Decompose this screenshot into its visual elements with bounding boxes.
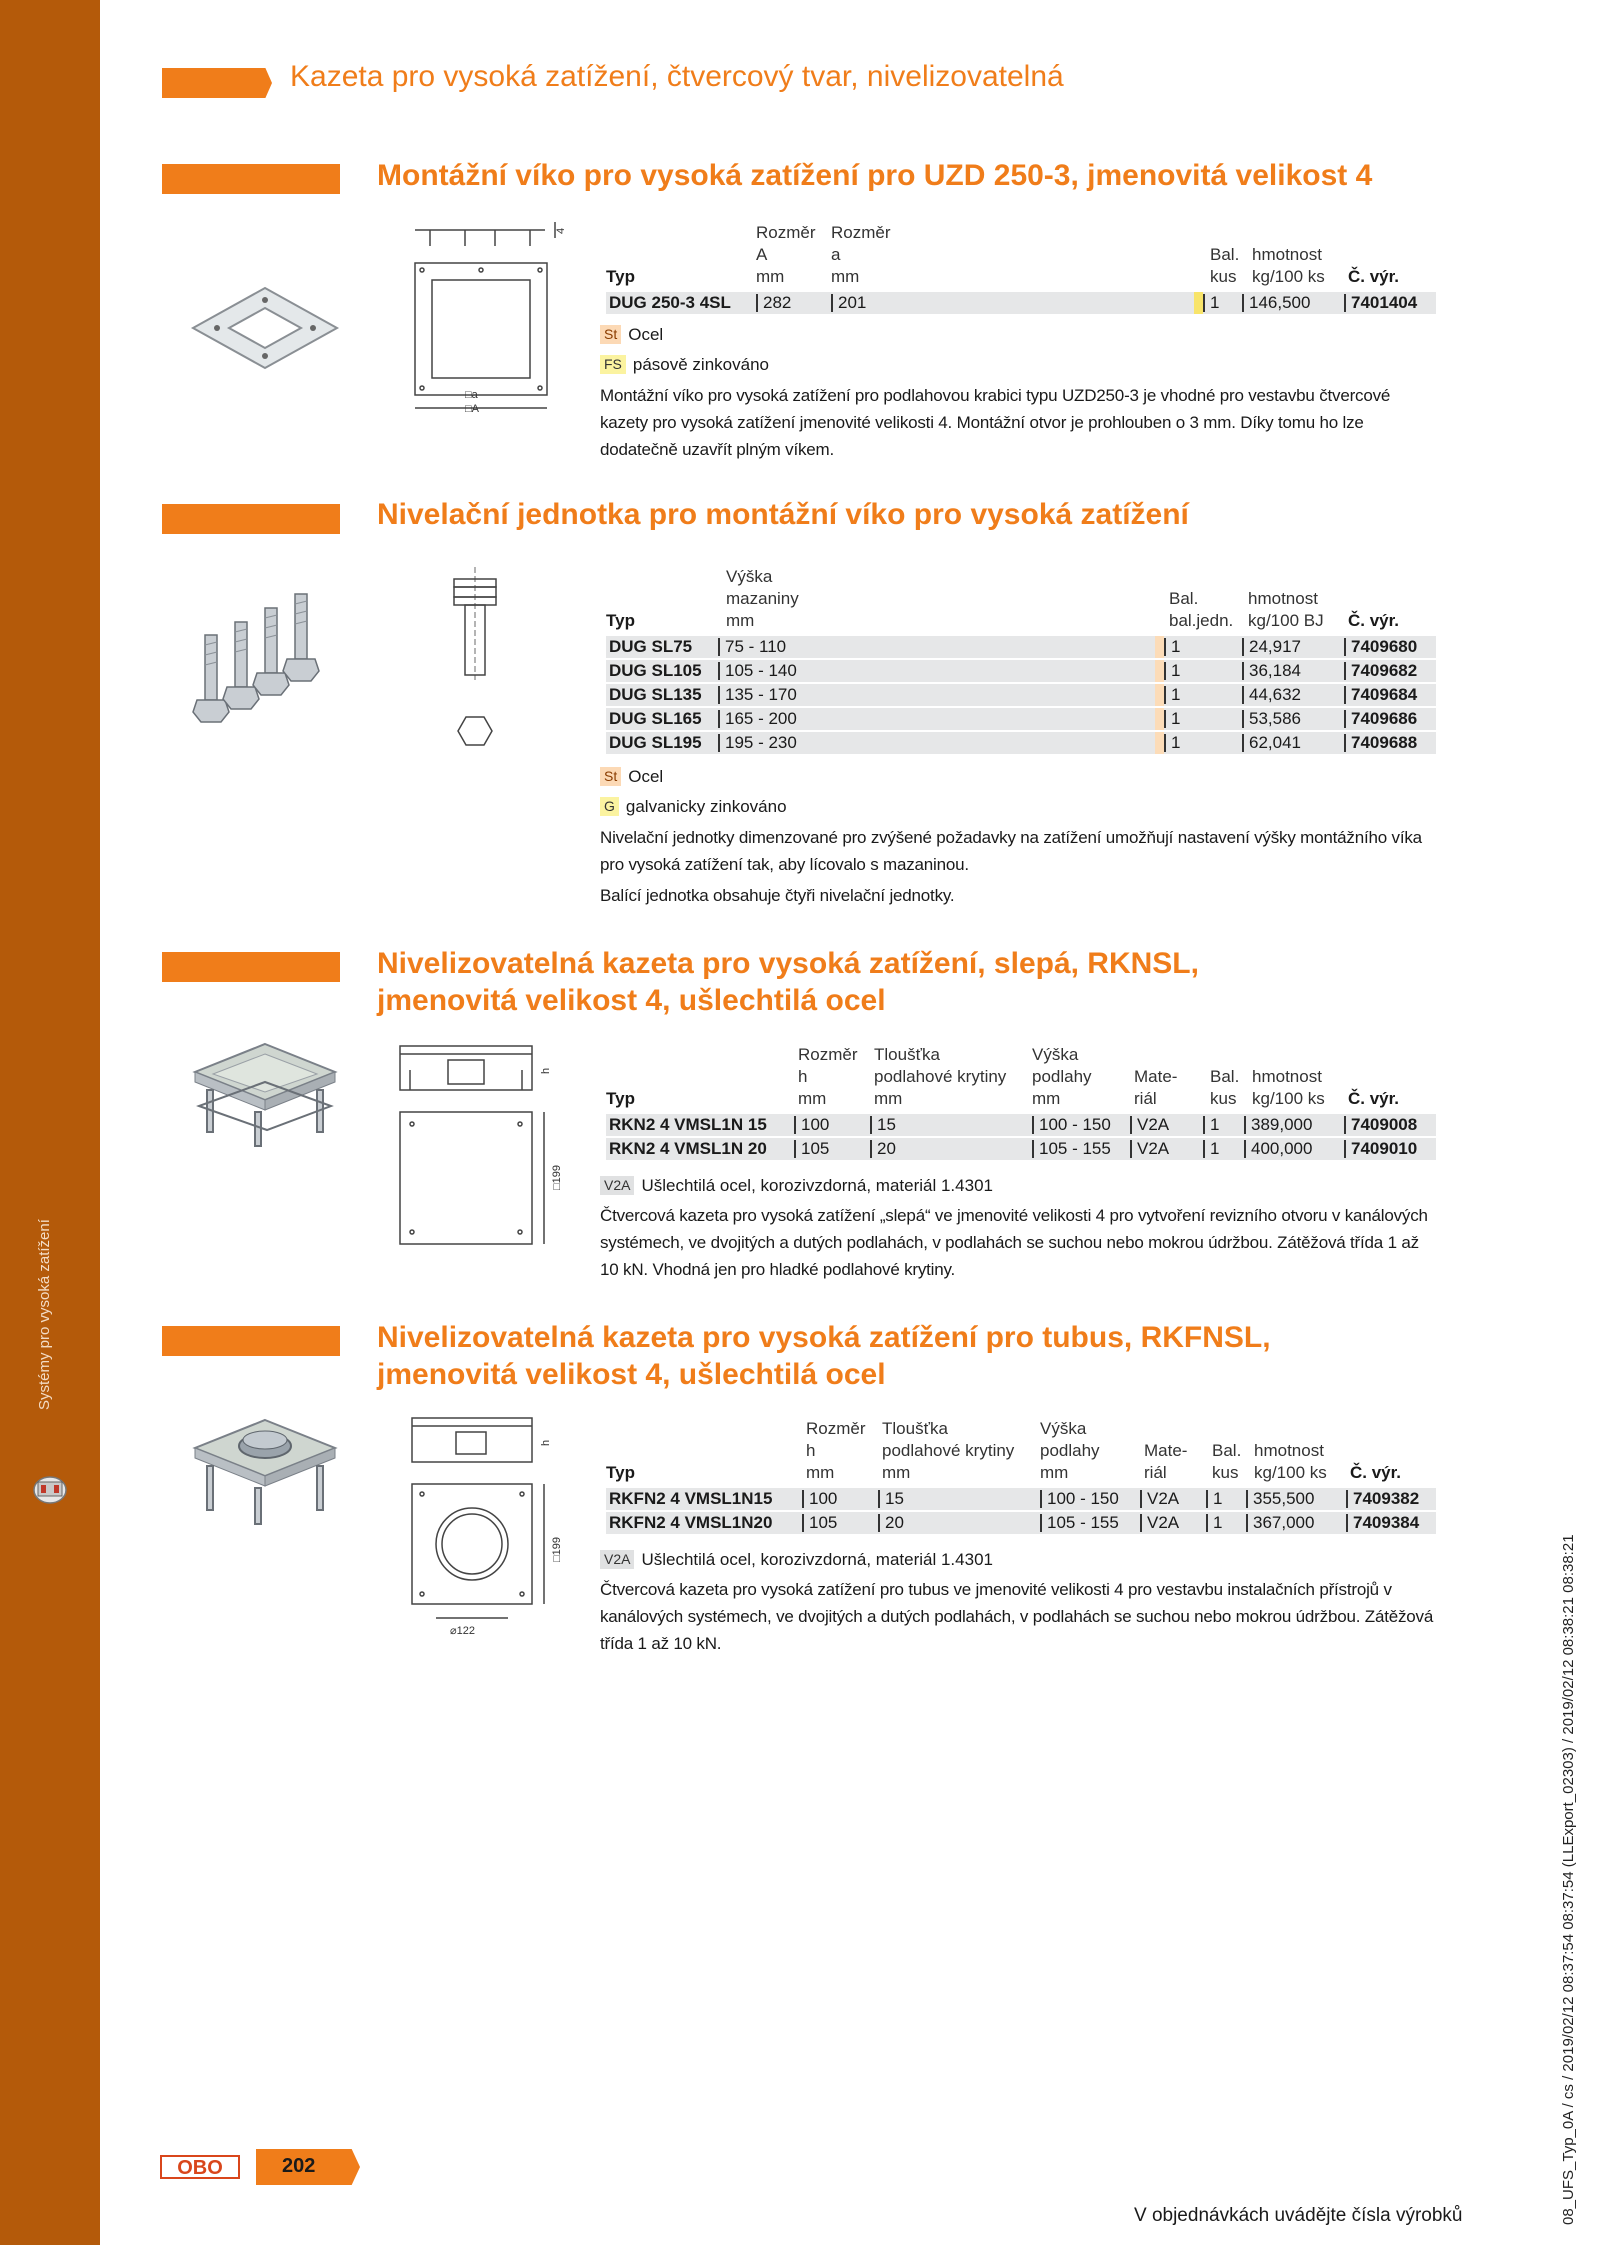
- description-text: Montážní víko pro vysoká zatížení pro podlahovou krabici typu UZD250-3 je vhodné pro vestavbu čtvercové kazety pro vysoká zatížení jmenovité velikosti 4. Montážní otvor je prohlouben o 3 mm. Díky tomu ho lze dodatečně uzavřít plným víkem.: [600, 386, 1391, 459]
- table-row: [606, 636, 1436, 658]
- table-row: [606, 1512, 1436, 1534]
- technical-drawing-bolt: [440, 565, 510, 775]
- cell-type: DUG SL195: [609, 733, 702, 752]
- cell: 146,500: [1242, 292, 1310, 314]
- section-title-line: jmenovitá velikost 4, ušlechtilá ocel: [377, 984, 886, 1017]
- cell: 1: [1164, 636, 1180, 658]
- technical-drawing-cassette: [390, 1040, 570, 1260]
- page-title: Kazeta pro vysoká zatížení, čtvercový tvar, nivelizovatelná: [290, 60, 1064, 93]
- material-text: Ušlechtilá ocel, korozivzdorná, materiál 1.4301: [641, 1550, 993, 1569]
- cell: 389,000: [1244, 1114, 1312, 1136]
- cell: 1: [1203, 1114, 1219, 1136]
- col-header: Výška mazaniny mm: [726, 567, 799, 630]
- cell: 1: [1203, 1138, 1219, 1160]
- cell-type: DUG SL135: [609, 685, 702, 704]
- cell: 367,000: [1246, 1512, 1314, 1534]
- cell-type: DUG SL105: [609, 661, 702, 680]
- product-table: [606, 566, 1436, 756]
- section-bar: [162, 952, 340, 982]
- cell: 201: [831, 292, 866, 314]
- cell: 75 - 110: [718, 636, 786, 658]
- product-table: [606, 1044, 1436, 1164]
- col-header: Č. výr.: [1348, 267, 1400, 286]
- section-bar: [162, 1326, 340, 1356]
- cell: 1: [1206, 1488, 1222, 1510]
- page-number: 202: [282, 2155, 316, 2177]
- material-row: [600, 324, 663, 346]
- technical-drawing-cover: [405, 218, 575, 418]
- col-header: Rozměr h mm: [806, 1419, 866, 1482]
- col-header: Tloušťka podlahové krytiny mm: [882, 1419, 1015, 1482]
- col-header: Bal. kus: [1210, 1067, 1240, 1108]
- footer-note: V objednávkách uvádějte čísla výrobků: [1134, 2205, 1463, 2226]
- cell-article: 7409010: [1344, 1138, 1417, 1160]
- product-photo-tubus-cassette: [185, 1412, 345, 1532]
- material-text: Ušlechtilá ocel, korozivzdorná, materiál 1.4301: [641, 1176, 993, 1195]
- logo-text: OBO: [177, 2157, 223, 2179]
- col-header: Typ: [606, 267, 635, 286]
- cell: 105 - 140: [718, 660, 797, 682]
- cell: 15: [878, 1488, 904, 1510]
- description: [600, 1202, 1440, 1283]
- section-title-line: Nivelizovatelná kazeta pro vysoká zatížení pro tubus, RKFNSL,: [377, 1321, 1271, 1354]
- material-text: galvanicky zinkováno: [625, 797, 787, 816]
- col-header: Bal. bal.jedn.: [1169, 589, 1234, 630]
- product-icon: [30, 1468, 70, 1512]
- description: [600, 824, 1440, 909]
- material-row: [600, 796, 787, 818]
- col-header: Výška podlahy mm: [1032, 1045, 1092, 1108]
- col-header: hmotnost kg/100 BJ: [1248, 589, 1324, 630]
- col-header: Rozměr a mm: [831, 223, 891, 286]
- col-header: hmotnost kg/100 ks: [1252, 1067, 1325, 1108]
- material-row: [600, 1549, 993, 1571]
- cell-article: 7409682: [1344, 660, 1417, 682]
- table-row: [606, 660, 1436, 682]
- material-row: [600, 354, 769, 376]
- cell-type: RKN2 4 VMSL1N 20: [609, 1139, 767, 1158]
- cell-type: RKN2 4 VMSL1N 15: [609, 1115, 767, 1134]
- cell: 100 - 150: [1032, 1114, 1111, 1136]
- product-photo-cover: [190, 278, 340, 378]
- cell-type: RKFN2 4 VMSL1N20: [609, 1513, 773, 1532]
- material-tag: St: [600, 767, 621, 786]
- description: [600, 1576, 1440, 1657]
- product-table: [606, 222, 1436, 312]
- cell: 15: [870, 1114, 896, 1136]
- sidebar: [0, 0, 100, 2245]
- cell: 105: [794, 1138, 829, 1160]
- technical-drawing-tubus-cassette: [390, 1412, 570, 1642]
- product-photo-cassette: [185, 1040, 345, 1150]
- row-highlight: [1155, 708, 1164, 730]
- section-title: Nivelační jednotka pro montážní víko pro vysoká zatížení: [377, 498, 1189, 531]
- cell: 100: [802, 1488, 837, 1510]
- cell-article: 7409686: [1344, 708, 1417, 730]
- material-row: [600, 766, 663, 788]
- cell: 20: [870, 1138, 896, 1160]
- material-text: Ocel: [628, 767, 664, 786]
- cell: 44,632: [1242, 684, 1301, 706]
- cell: 1: [1164, 660, 1180, 682]
- cell: 36,184: [1242, 660, 1301, 682]
- material-tag: V2A: [600, 1176, 634, 1195]
- cell: 105 - 155: [1032, 1138, 1111, 1160]
- description-text: Balící jednotka obsahuje čtyři nivelační jednotky.: [600, 886, 955, 905]
- dim-label: □A: [465, 403, 479, 415]
- cell-article: 7409688: [1344, 732, 1417, 754]
- dim-label: 4: [555, 227, 567, 234]
- material-tag: FS: [600, 355, 626, 374]
- obo-logo: [160, 2152, 240, 2182]
- cell: 355,500: [1246, 1488, 1314, 1510]
- cell-article: 7409008: [1344, 1114, 1417, 1136]
- cell: 1: [1203, 292, 1219, 314]
- dim-label: □199: [551, 1537, 563, 1562]
- dim-label: □199: [551, 1165, 563, 1190]
- cell-type: DUG SL165: [609, 709, 702, 728]
- row-highlight: [1155, 660, 1164, 682]
- description-text: Čtvercová kazeta pro vysoká zatížení pro tubus ve jmenovité velikosti 4 pro vestavbu instalačních přístrojů v kanálových systémech, ve dvojitých a dutých podlahách, v podlahách se suchou nebo mokrou údržbou. Zátěžová třída 1 až 10 kN.: [600, 1580, 1434, 1653]
- dim-label: □a: [465, 389, 478, 401]
- col-header: Č. výr.: [1348, 611, 1400, 630]
- cell: V2A: [1130, 1138, 1169, 1160]
- description-text: Čtvercová kazeta pro vysoká zatížení „slepá“ ve jmenovité velikosti 4 pro vytvoření revizního otvoru v kanálových systémech, ve dvojitých a dutých podlahách, v podlahách se suchou nebo mokrou údržbou. Zátěžová třída 1 až 10 kN. Vhodná jen pro hladké podlahové krytiny.: [600, 1206, 1428, 1279]
- cell: 105 - 155: [1040, 1512, 1119, 1534]
- cell: V2A: [1140, 1512, 1179, 1534]
- cell: 400,000: [1244, 1138, 1312, 1160]
- section-bar: [162, 164, 340, 194]
- col-header: Typ: [606, 611, 635, 630]
- sidebar-label: Systémy pro vysoká zatížení: [36, 1219, 53, 1410]
- cell: 135 - 170: [718, 684, 797, 706]
- col-header: Č. výr.: [1350, 1463, 1402, 1482]
- cell: 1: [1164, 708, 1180, 730]
- material-tag: V2A: [600, 1550, 634, 1569]
- section-title: Montážní víko pro vysoká zatížení pro UZD 250-3, jmenovitá velikost 4: [377, 159, 1373, 192]
- description: [600, 382, 1440, 463]
- cell: 62,041: [1242, 732, 1301, 754]
- cell: 1: [1164, 732, 1180, 754]
- dim-label: ⌀122: [450, 1625, 475, 1637]
- col-header: Bal. kus: [1210, 245, 1240, 286]
- cell: 24,917: [1242, 636, 1301, 658]
- row-highlight: [1155, 636, 1164, 658]
- col-header: Mate- riál: [1144, 1441, 1188, 1482]
- material-text: pásově zinkováno: [632, 355, 769, 374]
- col-header: hmotnost kg/100 ks: [1254, 1441, 1327, 1482]
- section-title-line: Nivelizovatelná kazeta pro vysoká zatížení, slepá, RKNSL,: [377, 947, 1199, 980]
- col-header: Typ: [606, 1463, 635, 1482]
- cell: 1: [1164, 684, 1180, 706]
- row-highlight: [1194, 292, 1203, 314]
- cell-type: RKFN2 4 VMSL1N15: [609, 1489, 773, 1508]
- dim-label: h: [540, 1439, 552, 1446]
- cell: 100 - 150: [1040, 1488, 1119, 1510]
- col-header: hmotnost kg/100 ks: [1252, 245, 1325, 286]
- col-header: Mate- riál: [1134, 1067, 1178, 1108]
- print-metadata: 08_UFS_Typ_0A / cs / 2019/02/12 08:37:54 08:37:54 (LLExport_02303) / 2019/02/12 08:38:21 08:38:21: [1560, 1534, 1577, 2225]
- cell: 282: [756, 292, 791, 314]
- col-header: Rozměr h mm: [798, 1045, 858, 1108]
- cell: 53,586: [1242, 708, 1301, 730]
- cell-article: 7409382: [1346, 1488, 1419, 1510]
- col-header: Bal. kus: [1212, 1441, 1242, 1482]
- dim-label: h: [540, 1067, 552, 1074]
- table-row: [606, 684, 1436, 706]
- cell-type: DUG 250-3 4SL: [609, 293, 731, 312]
- product-table: [606, 1418, 1436, 1538]
- section-title: [377, 945, 1199, 1019]
- table-row: [606, 292, 1436, 314]
- cell-type: DUG SL75: [609, 637, 693, 656]
- section-bar: [162, 504, 340, 534]
- cell: 1: [1206, 1512, 1222, 1534]
- material-tag: St: [600, 325, 621, 344]
- cell: 20: [878, 1512, 904, 1534]
- row-highlight: [1155, 732, 1164, 754]
- cell: 100: [794, 1114, 829, 1136]
- section-title: [377, 1319, 1271, 1393]
- cell-article: 7409684: [1344, 684, 1417, 706]
- cell: 105: [802, 1512, 837, 1534]
- cell-article: 7409384: [1346, 1512, 1419, 1534]
- col-header: Tloušťka podlahové krytiny mm: [874, 1045, 1007, 1108]
- material-tag: G: [600, 797, 619, 816]
- header-arrow: [162, 68, 272, 98]
- table-row: [606, 708, 1436, 730]
- row-highlight: [1155, 684, 1164, 706]
- cell: V2A: [1130, 1114, 1169, 1136]
- col-header: Výška podlahy mm: [1040, 1419, 1100, 1482]
- table-row: [606, 732, 1436, 754]
- material-text: Ocel: [628, 325, 664, 344]
- cell: 165 - 200: [718, 708, 797, 730]
- col-header: Č. výr.: [1348, 1089, 1400, 1108]
- section-title-line: jmenovitá velikost 4, ušlechtilá ocel: [377, 1358, 886, 1391]
- table-row: [606, 1114, 1436, 1136]
- product-photo-bolts: [185, 580, 335, 740]
- table-row: [606, 1138, 1436, 1160]
- cell-article: 7409680: [1344, 636, 1417, 658]
- cell-article: 7401404: [1344, 292, 1417, 314]
- table-row: [606, 1488, 1436, 1510]
- cell: 195 - 230: [718, 732, 797, 754]
- description-text: Nivelační jednotky dimenzované pro zvýšené požadavky na zatížení umožňují nastavení výšky montážního víka pro vysoká zatížení tak, aby lícovalo s mazaninou.: [600, 828, 1422, 874]
- material-row: [600, 1175, 993, 1197]
- col-header: Rozměr A mm: [756, 223, 816, 286]
- cell: V2A: [1140, 1488, 1179, 1510]
- col-header: Typ: [606, 1089, 635, 1108]
